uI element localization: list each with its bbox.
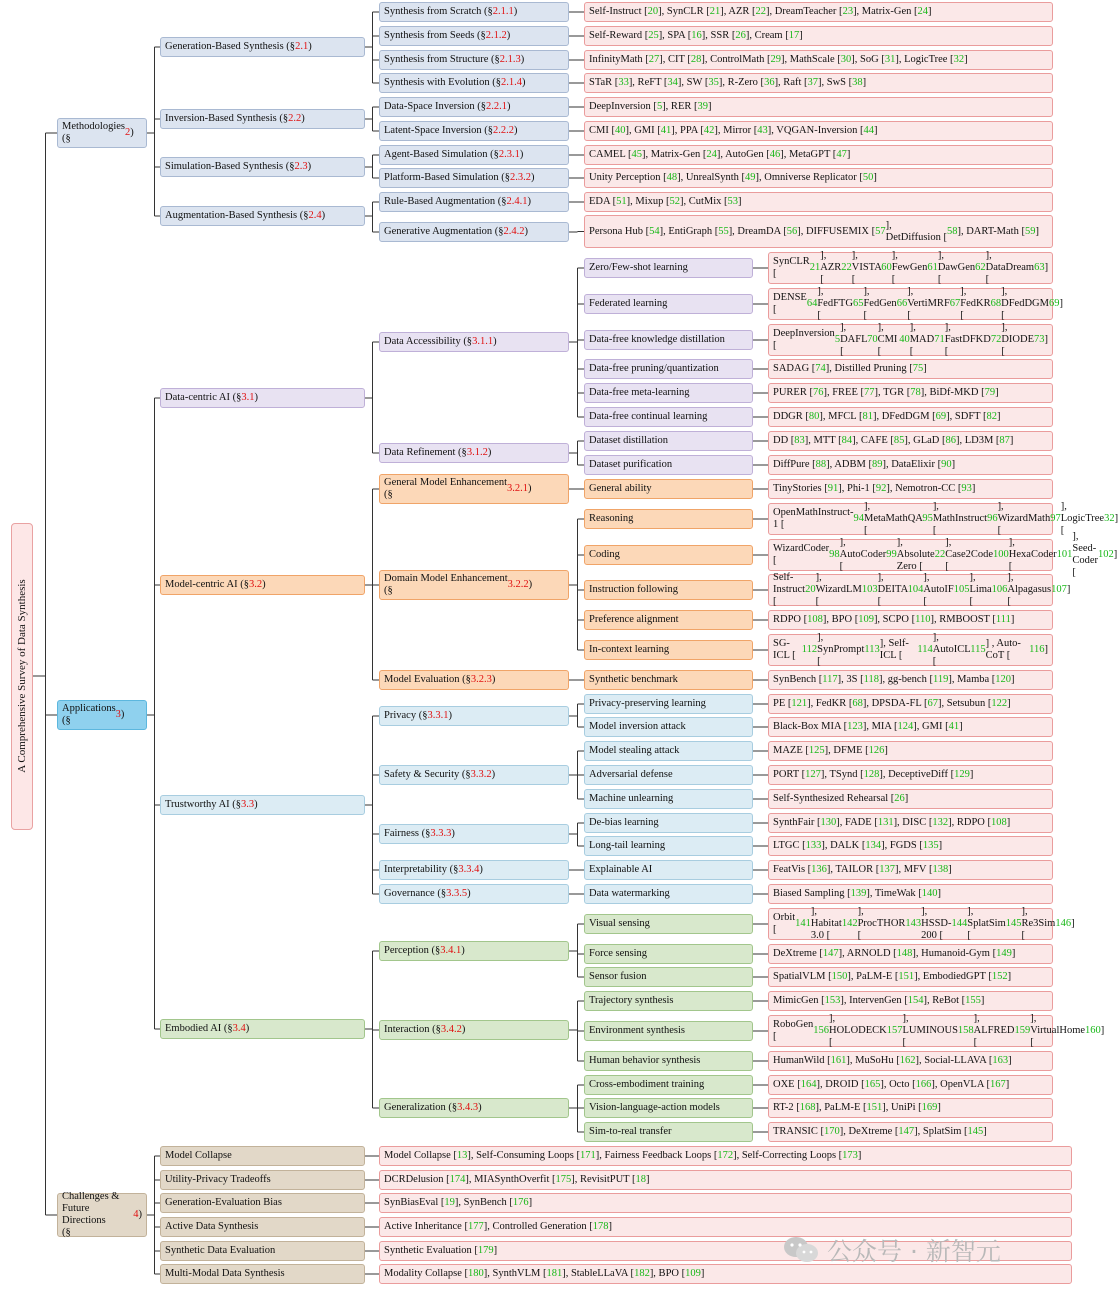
node-g1: Synthesis from Scratch (§ 2.1.1 ) <box>379 2 569 22</box>
node-c4: Active Data Synthesis <box>160 1217 365 1237</box>
node-s2: Platform-Based Simulation (§ 2.3.2 ) <box>379 168 569 188</box>
node-le4: MimicGen [ 153 ], IntervenGen [ 154 ], ReBot [ 155 ] <box>768 991 1053 1011</box>
node-m2: Reasoning <box>584 509 753 529</box>
node-d1: Zero/Few-shot learning <box>584 258 753 278</box>
node-lc2: DCRDelusion [ 174 ], MIASynthOverfit [ 175 ], RevisitPUT [ 18 ] <box>379 1170 1072 1190</box>
node-d4: Data-free pruning/quantization <box>584 359 753 379</box>
node-t2: Model inversion attack <box>584 717 753 737</box>
node-c5: Synthetic Data Evaluation <box>160 1241 365 1261</box>
node-i2: Latent-Space Inversion (§ 2.2.2 ) <box>379 121 569 141</box>
node-le7: OXE [ 164 ], DROID [ 165 ], Octo [ 166 ], OpenVLA [ 167 ] <box>768 1075 1053 1095</box>
node-m5: Preference alignment <box>584 610 753 630</box>
node-t6: De-bias learning <box>584 813 753 833</box>
node-lg4: STaR [ 33 ], ReFT [ 34 ], SW [ 35 ], R-Zero [ 36 ], Raft [ 37 ], SwS [ 38 ] <box>584 73 1053 93</box>
node-lm2: OpenMathInstruct-1 [ 94 ], MetaMathQA [ 95 ], MathInstruct [ 96 ], WizardMath [ 97 ], LogicTree [ 32 ] <box>768 503 1053 535</box>
node-e8: Vision-language-action models <box>584 1098 753 1118</box>
node-ld5: PURER [ 76 ], FREE [ 77 ], TGR [ 78 ], BiDf-MKD [ 79 ] <box>768 383 1053 403</box>
node-s1: Agent-Based Simulation (§ 2.3.1 ) <box>379 145 569 165</box>
node-le6: HumanWild [ 161 ], MuSoHu [ 162 ], Social-LLAVA [ 163 ] <box>768 1051 1053 1071</box>
node-tfai: Fairness (§ 3.3.3 ) <box>379 824 569 844</box>
watermark <box>783 1232 1001 1268</box>
node-d6: Data-free continual learning <box>584 407 753 427</box>
node-lc4: Active Inheritance [ 177 ], Controlled Generation [ 178 ] <box>379 1217 1072 1237</box>
node-e4: Trajectory synthesis <box>584 991 753 1011</box>
root-label: A Comprehensive Survey of Data Synthesis <box>16 579 28 773</box>
node-la1: EDA [ 51 ], Mixup [ 52 ], CutMix [ 53 ] <box>584 192 1053 212</box>
node-ls1: CAMEL [ 45 ], Matrix-Gen [ 24 ], AutoGen [ 46 ], MetaGPT [ 47 ] <box>584 145 1053 165</box>
node-t5: Machine unlearning <box>584 789 753 809</box>
node-tpri: Privacy (§ 3.3.1 ) <box>379 706 569 726</box>
node-le2: DeXtreme [ 147 ], ARNOLD [ 148 ], Humanoid-Gym [ 149 ] <box>768 944 1053 964</box>
node-ld6: DDGR [ 80 ], MFCL [ 81 ], DFedDGM [ 69 ], SDFT [ 82 ] <box>768 407 1053 427</box>
node-dc: Data-centric AI (§ 3.1 ) <box>160 388 365 408</box>
node-lm5: RDPO [ 108 ], BPO [ 109 ], SCPO [ 110 ], RMBOOST [ 111 ] <box>768 610 1053 630</box>
node-lt4: PORT [ 127 ], TSynd [ 128 ], DeceptiveDiff [ 129 ] <box>768 765 1053 785</box>
node-m6: In-context learning <box>584 640 753 660</box>
node-lt9: Biased Sampling [ 139 ], TimeWak [ 140 ] <box>768 884 1053 904</box>
node-lt1: PE [ 121 ], FedKR [ 68 ], DPSDA-FL [ 67 ], Setsubun [ 122 ] <box>768 694 1053 714</box>
node-c6: Multi-Modal Data Synthesis <box>160 1264 365 1284</box>
node-dacc: Data Accessibility (§ 3.1.1 ) <box>379 332 569 352</box>
node-lc5: Synthetic Evaluation [ 179 ] <box>379 1241 1072 1261</box>
node-ld1: SynCLR [ 21 ], AZR [ 22 ], VISTA [ 60 ], FewGen [ 61 ], DawGen [ 62 ], DataDream [ 63 ] <box>768 252 1053 284</box>
node-mgen: General Model Enhancement (§ 3.2.1 ) <box>379 474 569 504</box>
node-m4: Instruction following <box>584 580 753 600</box>
node-li2: CMI [ 40 ], GMI [ 41 ], PPA [ 42 ], Mirror [ 43 ], VQGAN-Inversion [ 44 ] <box>584 121 1053 141</box>
watermark-text: 公众号 · 新智元 <box>827 1237 1001 1266</box>
node-lt5: Self-Synthesized Rehearsal [ 26 ] <box>768 789 1053 809</box>
node-le3: SpatialVLM [ 150 ], PaLM-E [ 151 ], EmbodiedGPT [ 152 ] <box>768 967 1053 987</box>
node-d7: Dataset distillation <box>584 431 753 451</box>
wechat-icon <box>783 1235 819 1265</box>
node-e2: Force sensing <box>584 944 753 964</box>
node-dref: Data Refinement (§ 3.1.2 ) <box>379 443 569 463</box>
node-lm4: Self-Instruct [ 20 ], WizardLM [ 103 ], DEITA [ 104 ], AutoIF [ 105 ], Lima [ 106 ], Alpagasus [ 107 ] <box>768 574 1053 606</box>
node-t8: Explainable AI <box>584 860 753 880</box>
node-e3: Sensor fusion <box>584 967 753 987</box>
node-aug: Augmentation-Based Synthesis (§ 2.4 ) <box>160 206 365 226</box>
node-tsaf: Safety & Security (§ 3.3.2 ) <box>379 765 569 785</box>
node-t7: Long-tail learning <box>584 836 753 856</box>
node-e6: Human behavior synthesis <box>584 1051 753 1071</box>
node-egen: Generalization (§ 3.4.3 ) <box>379 1098 569 1118</box>
node-eint: Interaction (§ 3.4.2 ) <box>379 1020 569 1040</box>
node-g4: Synthesis with Evolution (§ 2.1.4 ) <box>379 73 569 93</box>
node-gen: Generation-Based Synthesis (§ 2.1 ) <box>160 37 365 57</box>
node-lc1: Model Collapse [ 13 ], Self-Consuming Loops [ 171 ], Fairness Feedback Loops [ 172 ], Self-Correcting Loops [ 173 ] <box>379 1146 1072 1166</box>
node-ld4: SADAG [ 74 ], Distilled Pruning [ 75 ] <box>768 359 1053 379</box>
node-d3: Data-free knowledge distillation <box>584 330 753 350</box>
node-lt7: LTGC [ 133 ], DALK [ 134 ], FGDS [ 135 ] <box>768 836 1053 856</box>
node-m3: Coding <box>584 545 753 565</box>
node-lt3: MAZE [ 125 ], DFME [ 126 ] <box>768 741 1053 761</box>
node-c1: Model Collapse <box>160 1146 365 1166</box>
node-g3: Synthesis from Structure (§ 2.1.3 ) <box>379 50 569 70</box>
node-d2: Federated learning <box>584 294 753 314</box>
node-a2: Generative Augmentation (§ 2.4.2 ) <box>379 222 569 242</box>
node-li1: DeepInversion [ 5 ], RER [ 39 ] <box>584 97 1053 117</box>
node-lg3: InfinityMath [ 27 ], CIT [ 28 ], ControlMath [ 29 ], MathScale [ 30 ], SoG [ 31 ], LogicTree [ 32 ] <box>584 50 1053 70</box>
node-ls2: Unity Perception [ 48 ], UnrealSynth [ 49 ], Omniverse Replicator [ 50 ] <box>584 168 1053 188</box>
node-lc3: SynBiasEval [ 19 ], SynBench [ 176 ] <box>379 1193 1072 1213</box>
node-eper: Perception (§ 3.4.1 ) <box>379 941 569 961</box>
node-tgov: Governance (§ 3.3.5 ) <box>379 884 569 904</box>
node-c3: Generation-Evaluation Bias <box>160 1193 365 1213</box>
node-lg2: Self-Reward [ 25 ], SPA [ 16 ], SSR [ 26 ], Cream [ 17 ] <box>584 26 1053 46</box>
node-le8: RT-2 [ 168 ], PaLM-E [ 151 ], UniPi [ 169 ] <box>768 1098 1053 1118</box>
node-sim: Simulation-Based Synthesis (§ 2.3 ) <box>160 157 365 177</box>
node-lt6: SynthFair [ 130 ], FADE [ 131 ], DISC [ 132 ], RDPO [ 108 ] <box>768 813 1053 833</box>
node-d8: Dataset purification <box>584 455 753 475</box>
node-i1: Data-Space Inversion (§ 2.2.1 ) <box>379 97 569 117</box>
node-em: Embodied AI (§ 3.4 ) <box>160 1019 365 1039</box>
node-meth: Methodologies (§ 2 ) <box>57 118 147 148</box>
node-a1: Rule-Based Augmentation (§ 2.4.1 ) <box>379 192 569 212</box>
node-lg1: Self-Instruct [ 20 ], SynCLR [ 21 ], AZR [ 22 ], DreamTeacher [ 23 ], Matrix-Gen [ 24 ] <box>584 2 1053 22</box>
node-le9: TRANSIC [ 170 ], DeXtreme [ 147 ], SplatSim [ 145 ] <box>768 1122 1053 1142</box>
node-la2: Persona Hub [ 54 ], EntiGraph [ 55 ], DreamDA [ 56 ], DIFFUSEMIX [ 57 ], DetDiffusion [ 58 ], DART-Math [ 59 ] <box>584 215 1053 248</box>
node-inv: Inversion-Based Synthesis (§ 2.2 ) <box>160 109 365 129</box>
node-e9: Sim-to-real transfer <box>584 1122 753 1142</box>
node-mdom: Domain Model Enhancement (§ 3.2.2 ) <box>379 570 569 600</box>
node-lt2: Black-Box MIA [ 123 ], MIA [ 124 ], GMI [ 41 ] <box>768 717 1053 737</box>
node-t1: Privacy-preserving learning <box>584 694 753 714</box>
node-d5: Data-free meta-learning <box>584 383 753 403</box>
node-lc6: Modality Collapse [ 180 ], SynthVLM [ 181 ], StableLLaVA [ 182 ], BPO [ 109 ] <box>379 1264 1072 1284</box>
node-ld2: DENSE [ 64 ], FedFTG [ 65 ], FedGen [ 66 ], VertiMRF [ 67 ], FedKR [ 68 ], DFedDGM [ 69 ] <box>768 288 1053 320</box>
node-t3: Model stealing attack <box>584 741 753 761</box>
node-lm6: SG-ICL [ 112 ], SynPrompt [ 113 ], Self-ICL [ 114 ], AutoICL [ 115 ] , Auto-CoT [ 116 ] <box>768 634 1053 666</box>
node-tint: Interpretability (§ 3.3.4 ) <box>379 860 569 880</box>
node-lm7: SynBench [ 117 ], 3S [ 118 ], gg-bench [ 119 ], Mamba [ 120 ] <box>768 670 1053 690</box>
node-mc: Model-centric AI (§ 3.2 ) <box>160 575 365 595</box>
node-c2: Utility-Privacy Tradeoffs <box>160 1170 365 1190</box>
node-lt8: FeatVis [ 136 ], TAILOR [ 137 ], MFV [ 138 ] <box>768 860 1053 880</box>
node-ld7: DD [ 83 ], MTT [ 84 ], CAFE [ 85 ], GLaD [ 86 ], LD3M [ 87 ] <box>768 431 1053 451</box>
node-le1: Orbit [ 141 ], Habitat 3.0 [ 142 ], ProcTHOR [ 143 ], HSSD-200 [ 144 ], SplatSim [ 145 ], Re3Sim [ 146 ] <box>768 908 1053 940</box>
node-t9: Data watermarking <box>584 884 753 904</box>
node-le5: RoboGen [ 156 ], HOLODECK [ 157 ], LUMINOUS [ 158 ], ALFRED [ 159 ], VirtualHome [ 160 ] <box>768 1015 1053 1047</box>
node-meva: Model Evaluation (§ 3.2.3 ) <box>379 670 569 690</box>
node-e1: Visual sensing <box>584 914 753 934</box>
node-m1: General ability <box>584 479 753 499</box>
node-e7: Cross-embodiment training <box>584 1075 753 1095</box>
node-app: Applications (§ 3 ) <box>57 700 147 730</box>
node-e5: Environment synthesis <box>584 1021 753 1041</box>
node-lm3: WizardCoder [ 98 ], AutoCoder [ 99 ], Absolute Zero [ 22 ], Case2Code [ 100 ], HexaCoder [ 101 ], Seed-Coder [ 102 ] <box>768 539 1053 571</box>
node-ld8: DiffPure [ 88 ], ADBM [ 89 ], DataElixir [ 90 ] <box>768 455 1053 475</box>
node-chal: Challenges & Future Directions (§ 4 ) <box>57 1193 147 1237</box>
node-lm1: TinyStories [ 91 ], Phi-1 [ 92 ], Nemotron-CC [ 93 ] <box>768 479 1053 499</box>
node-g2: Synthesis from Seeds (§ 2.1.2 ) <box>379 26 569 46</box>
node-m7: Synthetic benchmark <box>584 670 753 690</box>
node-t4: Adversarial defense <box>584 765 753 785</box>
node-ld3: DeepInversion [ 5 ], DAFL [ 70 ], CMI [ 40 ], MAD [ 71 ], FastDFKD [ 72 ], DIODE [ 73 ] <box>768 324 1053 356</box>
node-tw: Trustworthy AI (§ 3.3 ) <box>160 795 365 815</box>
